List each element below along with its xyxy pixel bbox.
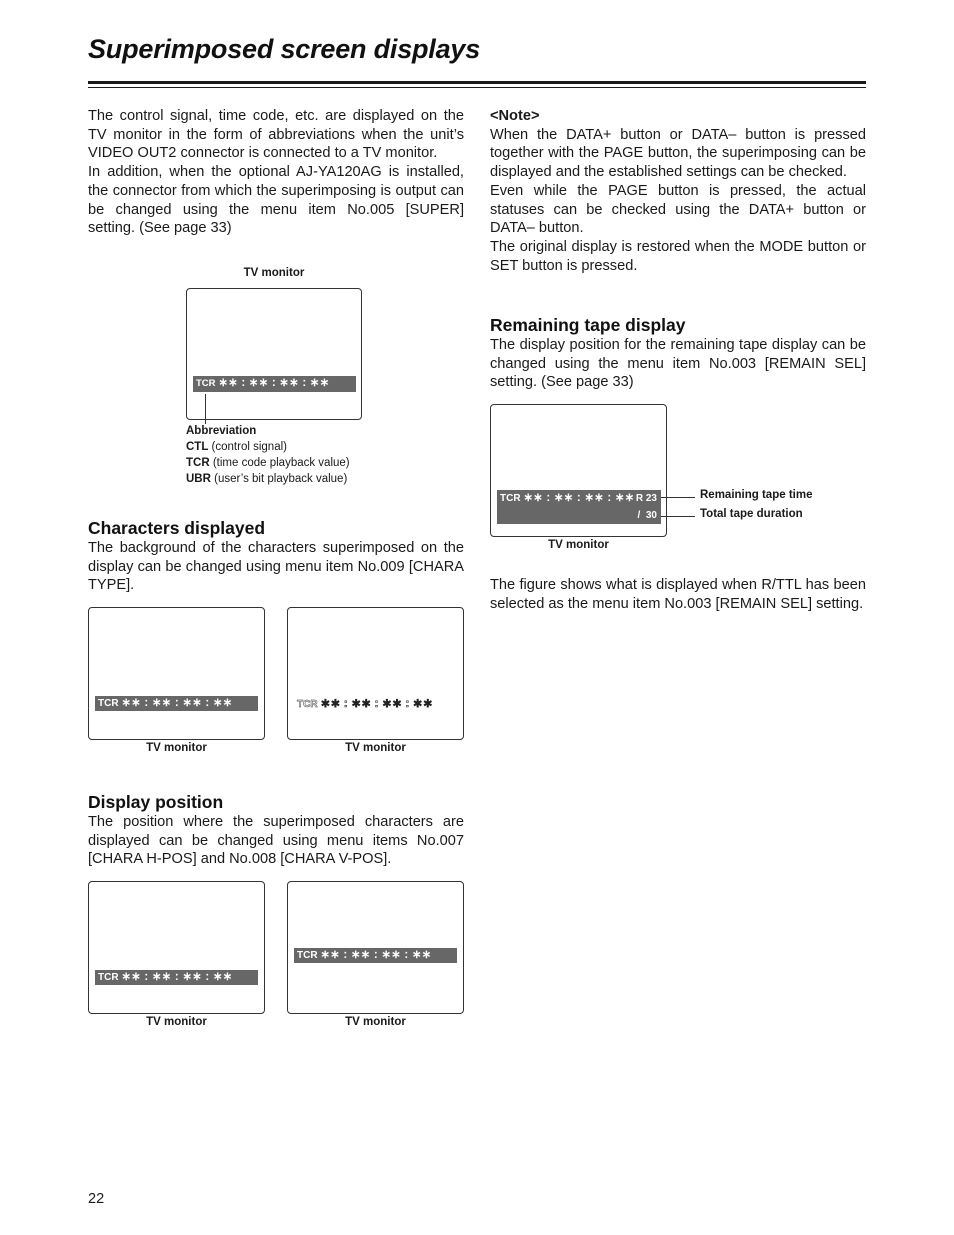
remaining-superimpose-bar <box>497 490 661 524</box>
bar-label: TCR <box>297 699 318 710</box>
remaining-footer-text: The figure shows what is displayed when R/TTL has been selected as the menu item No.003 [REMAIN SEL] setting. <box>490 577 866 612</box>
position-monitor-left <box>88 881 265 1014</box>
remaining-heading: Remaining tape display <box>490 315 686 335</box>
characters-text: The background of the characters superimposed on the display can be changed using menu item No.009 [CHARA TYPE]. <box>88 540 464 594</box>
superimpose-bar-bottom <box>95 970 258 985</box>
abbreviation-legend <box>186 423 386 487</box>
bar-value: ∗∗ : ∗∗ : ∗∗ : ∗∗ <box>121 971 233 983</box>
remaining-callout-line <box>661 497 695 498</box>
characters-monitor-left <box>88 607 265 740</box>
bar-label: TCR <box>297 950 318 961</box>
position-text: The position where the superimposed characters are displayed can be changed using menu items No.007 [CHARA H-POS] and No.008 [CHARA V-POS]. <box>88 814 464 868</box>
position-monitor-left-caption: TV monitor <box>146 1016 207 1028</box>
note-section <box>490 107 866 275</box>
abbreviation-item: TCR (time code playback value) <box>186 457 350 469</box>
bar-label: TCR <box>98 698 119 709</box>
position-heading: Display position <box>88 792 224 812</box>
title-rule-thick <box>88 81 866 84</box>
page-title: Superimposed screen displays <box>88 34 481 64</box>
abbreviation-pointer-line <box>205 394 206 424</box>
note-heading: <Note> <box>490 108 540 124</box>
abbreviation-item: CTL (control signal) <box>186 441 287 453</box>
position-monitor-right-caption: TV monitor <box>345 1016 406 1028</box>
bar-value: ∗∗ : ∗∗ : ∗∗ : ∗∗ <box>121 697 233 709</box>
bar-value: ∗∗ : ∗∗ : ∗∗ : ∗∗ <box>523 492 635 504</box>
bar-value: ∗∗ : ∗∗ : ∗∗ : ∗∗ <box>320 696 433 710</box>
intro-paragraph-2: In addition, when the optional AJ-YA120AG is installed, the connector from which the superimposing is output can be changed using the menu item No.005 [SUPER] setting. (See page 33) <box>88 164 464 237</box>
remaining-callout-label: Remaining tape time <box>700 489 813 501</box>
remaining-text: The display position for the remaining tape display can be changed using the menu item No.003 [REMAIN SEL] setting. (See page 33) <box>490 337 866 391</box>
superimpose-bar-filled <box>95 696 258 711</box>
bar-value: ∗∗ : ∗∗ : ∗∗ : ∗∗ <box>320 949 432 961</box>
note-paragraph-3: The original display is restored when the MODE button or SET button is pressed. <box>490 238 866 274</box>
total-callout-line <box>661 516 695 517</box>
intro-superimpose-bar <box>193 376 356 392</box>
intro-paragraph-1: The control signal, time code, etc. are displayed on the TV monitor in the form of abbreviations when the unit’s VIDEO OUT2 connector is connected to a TV monitor. <box>88 108 464 162</box>
title-rule-thin <box>88 87 866 88</box>
characters-heading: Characters displayed <box>88 518 266 538</box>
bar-value: ∗∗ : ∗∗ : ∗∗ : ∗∗ <box>218 377 330 389</box>
remaining-tv-monitor <box>490 404 667 537</box>
position-monitor-right <box>287 881 464 1014</box>
abbreviation-heading: Abbreviation <box>186 425 257 437</box>
superimpose-bar-outline <box>294 696 460 711</box>
bar-label: TCR <box>500 493 521 504</box>
intro-section <box>88 107 464 238</box>
characters-monitor-right <box>287 607 464 740</box>
intro-monitor-caption: TV monitor <box>243 267 305 279</box>
superimpose-bar-middle <box>294 948 457 963</box>
note-paragraph-2: Even while the PAGE button is pressed, the actual statuses can be checked using the DATA+ button or DATA– button. <box>490 182 866 237</box>
characters-monitor-right-caption: TV monitor <box>345 742 406 754</box>
intro-tv-monitor <box>186 288 362 420</box>
remaining-monitor-caption: TV monitor <box>548 539 609 551</box>
total-duration-value: / 30 <box>637 510 657 521</box>
total-callout-label: Total tape duration <box>700 508 803 520</box>
bar-label: TCR <box>196 378 216 389</box>
characters-monitor-left-caption: TV monitor <box>146 742 207 754</box>
remaining-time-value: R 23 <box>635 493 657 504</box>
note-paragraph-1: When the DATA+ button or DATA– button is pressed together with the PAGE button, the superimposing can be displayed and the established settings can be checked. <box>490 126 866 181</box>
page-number: 22 <box>88 1191 105 1207</box>
abbreviation-item: UBR (user’s bit playback value) <box>186 473 348 485</box>
bar-label: TCR <box>98 972 119 983</box>
